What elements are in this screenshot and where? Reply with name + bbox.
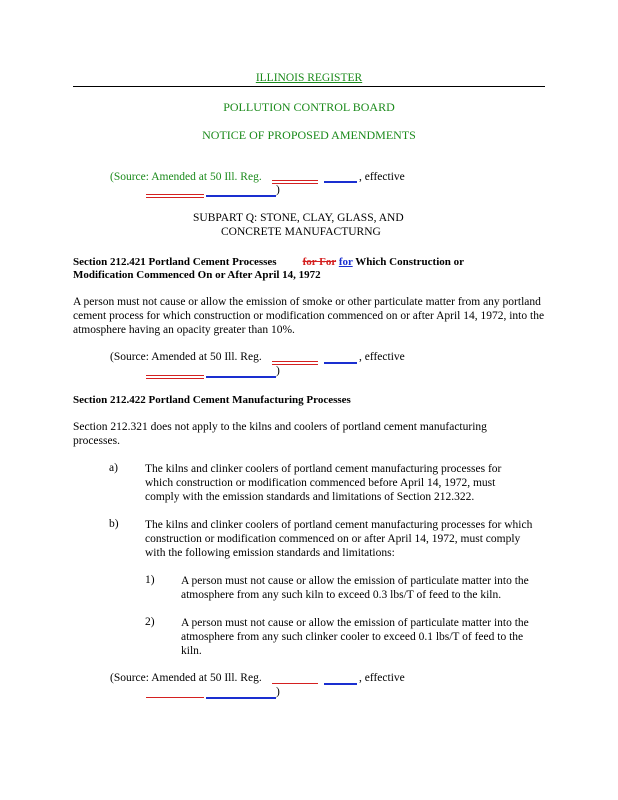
source-note-prefix: (Source: Amended at 50 Ill. Reg. — [110, 672, 262, 684]
section-421-heading — [73, 256, 464, 268]
register-title: ILLINOIS REGISTER — [255, 72, 363, 84]
source-note-close: ) — [276, 365, 280, 377]
subitem-2-text: A person must not cause or allow the emission of particulate matter into the atmosphere from any such clinker cooler to exceed 0.1 lbs/T of feed to the kiln. — [181, 617, 529, 657]
section-422-heading: Section 212.422 Portland Cement Manufacturing Processes — [73, 394, 351, 406]
section-421-title-cont: Which Construction or — [352, 256, 465, 268]
section-421-heading-line2: Modification Commenced On or After April 14, 1972 — [73, 269, 321, 281]
source-note-prefix: (Source: Amended at 50 Ill. Reg. — [110, 351, 262, 363]
deleted-text: for For — [302, 256, 337, 268]
subitem-1-text: A person must not cause or allow the emission of particulate matter into the atmosphere from any such kiln to exceed 0.3 lbs/T of feed to the kiln. — [181, 575, 529, 601]
inserted-text: for — [338, 256, 353, 268]
header-rule — [73, 86, 545, 87]
item-b-text: The kilns and clinker coolers of portland cement manufacturing processes for which construction or modification commenced on or after April 14, 1972, must comply with the following emission standards and limitations: — [145, 519, 533, 559]
source-note-suffix: , effective — [359, 672, 405, 684]
item-a-marker: a) — [109, 462, 118, 474]
subitem-1-marker: 1) — [145, 574, 155, 586]
blank-reg-volume — [272, 180, 318, 181]
subpart-heading-line1: SUBPART Q: STONE, CLAY, GLASS, AND — [193, 212, 404, 224]
subpart-heading-line2: CONCRETE MANUFACTURNG — [221, 226, 381, 238]
item-b-marker: b) — [109, 518, 119, 530]
notice-title: NOTICE OF PROPOSED AMENDMENTS — [202, 128, 416, 142]
section-422-intro: Section 212.321 does not apply to the kilns and coolers of portland cement manufacturing processes. — [73, 421, 487, 447]
subitem-2-marker: 2) — [145, 616, 155, 628]
source-note-close: ) — [276, 184, 280, 196]
blank-effective-date — [146, 194, 204, 195]
board-title: POLLUTION CONTROL BOARD — [223, 100, 395, 114]
source-note-suffix: , effective — [359, 171, 405, 183]
section-421-title: Section 212.421 Portland Cement Processes — [73, 256, 277, 268]
section-421-body: A person must not cause or allow the emission of smoke or other particulate matter from any portland cement process for which construction or modification commenced on or after April 14, 1972, into the atmosphere having an opacity greater than 10%. — [73, 296, 545, 336]
source-note-close: ) — [276, 686, 280, 698]
source-note-prefix: (Source: Amended at 50 Ill. Reg. — [110, 171, 262, 183]
blank-reg-page — [324, 181, 357, 183]
item-a-text: The kilns and clinker coolers of portland cement manufacturing processes for which construction or modification commenced before April 14, 1972, must comply with the emission standards and limitations of Section 212.322. — [145, 463, 502, 503]
source-note-suffix: , effective — [359, 351, 405, 363]
